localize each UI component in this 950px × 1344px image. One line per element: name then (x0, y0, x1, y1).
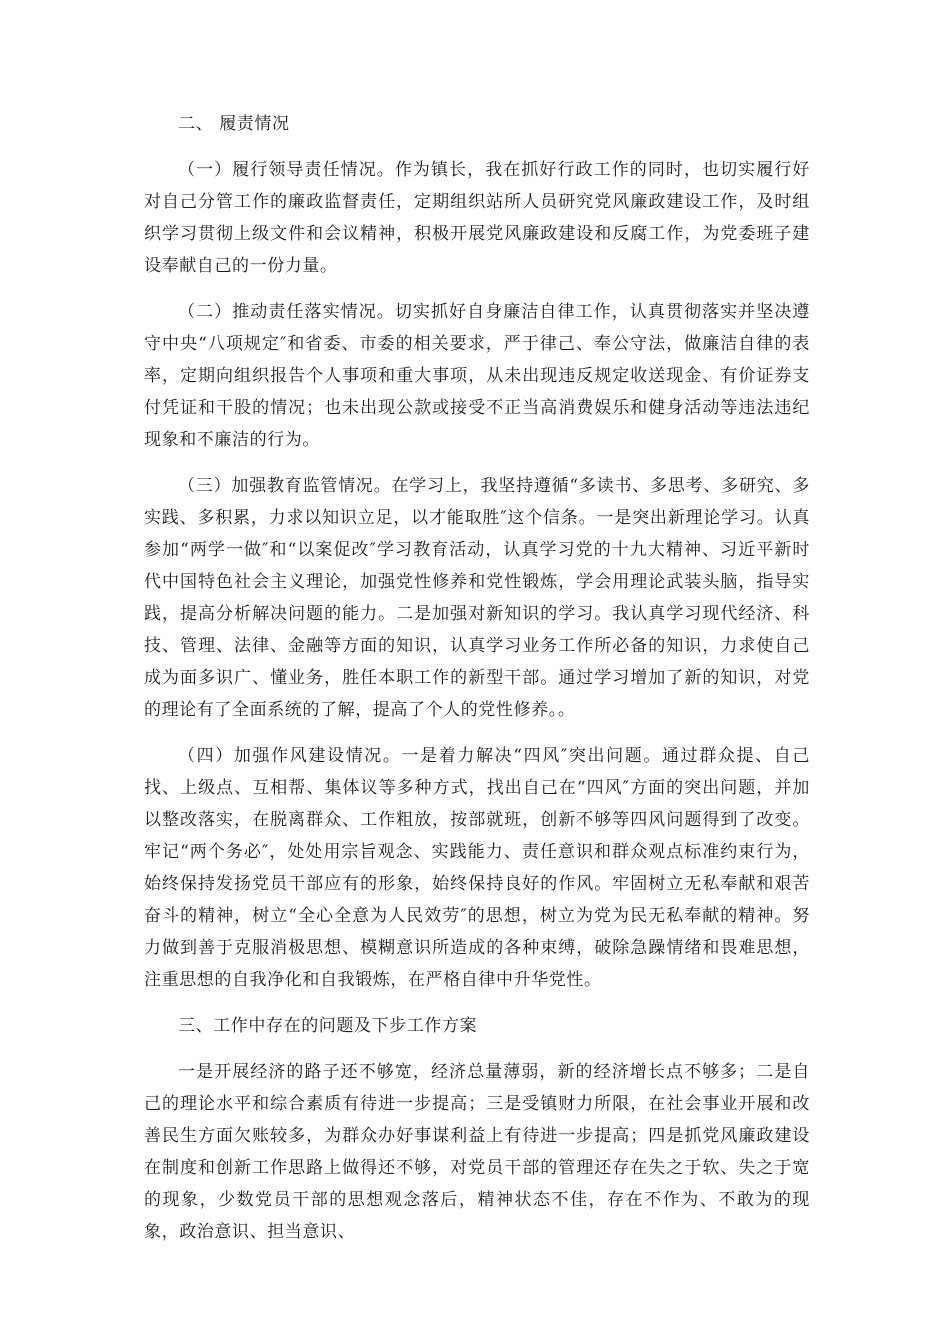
paragraph-responsibility-implementation: （二）推动责任落实情况。切实抓好自身廉洁自律工作，认真贯彻落实并坚决遵守中央“八项规定″和省委、市委的相关要求，严于律己、奉公守法，做廉洁自律的表率，定期向组织报告个人事项和重大事项，从未出现违反规定收送现金、有价证券支付凭证和干股的情况；也未出现公款或接受不正当高消费娱乐和健身活动等违法违纪现象和不廉洁的行为。 (144, 302, 810, 450)
paragraph-education-supervision: （三）加强教育监管情况。在学习上，我坚持遵循“多读书、多思考、多研究、多实践、多积累，力求以知识立足，以才能取胜″这个信条。一是突出新理论学习。认真参加“两学一做″和“以案促改″学习教育活动，认真学习党的十九大精神、习近平新时代中国特色社会主义理论，加强党性修养和党性锻炼，学会用理论武装头脑，指导实践，提高分析解决问题的能力。二是加强对新知识的学习。我认真学习现代经济、科技、管理、法律、金融等方面的知识，认真学习业务工作所必备的知识，力求使自己成为面多识广、懂业务，胜任本职工作的新型干部。通过学习增加了新的知识，对党的理论有了全面系统的了解，提高了个人的党性修养。。 (144, 476, 810, 720)
document-body (144, 108, 810, 1262)
paragraph-problems: 一是开展经济的路子还不够宽，经济总量薄弱，新的经济增长点不够多；二是自己的理论水平和综合素质有待进一步提高；三是受镇财力所限，在社会事业开展和改善民生方面欠账较多，为群众办好事谋利益上有待进一步提高；四是抓党风廉政建设在制度和创新工作思路上做得还不够，对党员干部的管理还存在失之于软、失之于宽的现象，少数党员干部的思想观念落后，精神状态不佳，存在不作为、不敢为的现象，政治意识、担当意识、 (144, 1062, 810, 1242)
paragraph-leadership-responsibility: （一）履行领导责任情况。作为镇长，我在抓好行政工作的同时，也切实履行好对自己分管工作的廉政监督责任，定期组织站所人员研究党风廉政建设工作，及时组织学习贯彻上级文件和会议精神，积极开展党风廉政建设和反腐工作，为党委班子建设奉献自己的一份力量。 (144, 160, 810, 276)
paragraph-work-style: （四）加强作风建设情况。一是着力解决“四风″突出问题。通过群众提、自己找、上级点、互相帮、集体议等多种方式，找出自己在“四风″方面的突出问题，并加以整改落实，在脱离群众、工作粗放，按部就班，创新不够等四风问题得到了改变。牢记“两个务必″，处处用宗旨观念、实践能力、责任意识和群众观点标准约束行为，始终保持发扬党员干部应有的形象，始终保持良好的作风。牢固树立无私奉献和艰苦奋斗的精神，树立“全心全意为人民效劳″的思想，树立为党为民无私奉献的精神。努力做到善于克服消极思想、模糊意识所造成的各种束缚，破除急躁情绪和畏难思想，注重思想的自我净化和自我锻炼，在严格自律中升华党性。 (144, 746, 810, 990)
section-heading-duty-performance: 二、 履责情况 (178, 114, 290, 134)
section-heading-problems-plan: 三、工作中存在的问题及下步工作方案 (178, 1016, 478, 1036)
